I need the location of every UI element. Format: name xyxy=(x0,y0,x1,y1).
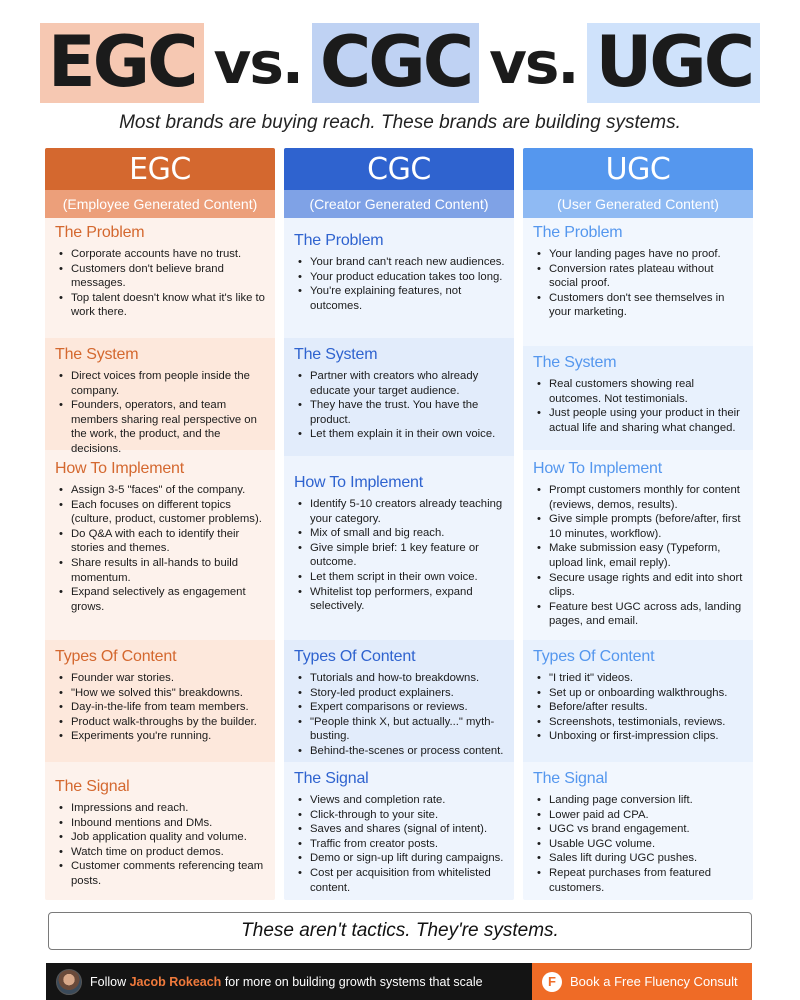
bullet-item: • UGC vs brand engagement. xyxy=(533,822,745,837)
cgc-column-header: CGC xyxy=(284,148,514,190)
bullet-item: • Secure usage rights and edit into short clips. xyxy=(533,571,745,600)
bullet-item: • Customers don't see themselves in your marketing. xyxy=(533,291,745,320)
ugc-column-subheader: (User Generated Content) xyxy=(523,190,753,218)
bullet-item: • Whitelist top performers, expand selectively. xyxy=(294,585,506,614)
title-ugc: UGC xyxy=(587,23,760,103)
bullet-item: • Your product education takes too long. xyxy=(294,270,506,285)
bullet-item: • Set up or onboarding walkthroughs. xyxy=(533,686,745,701)
cgc-section-implement xyxy=(284,474,514,614)
bullet-item: • Sales lift during UGC pushes. xyxy=(533,851,745,866)
bullet-item: • Corporate accounts have no trust. xyxy=(55,247,267,262)
bullet-list xyxy=(55,801,267,889)
title-egc: EGC xyxy=(40,23,204,103)
section-title: Types Of Content xyxy=(294,648,416,665)
section-title: The Signal xyxy=(55,778,130,795)
section-title: The Signal xyxy=(294,770,369,787)
bullet-list xyxy=(533,247,745,320)
bullet-item: • Customer comments referencing team posts. xyxy=(55,859,267,888)
bullet-item: • Prompt customers monthly for content (reviews, demos, results). xyxy=(533,483,745,512)
section-title: The Problem xyxy=(55,224,145,241)
follow-text xyxy=(90,975,483,989)
bullet-item: • Tutorials and how-to breakdowns. xyxy=(294,671,506,686)
egc-column-subheader: (Employee Generated Content) xyxy=(45,190,275,218)
bullet-item: • Saves and shares (signal of intent). xyxy=(294,822,506,837)
egc-section-implement xyxy=(45,460,275,614)
bullet-item: • Landing page conversion lift. xyxy=(533,793,745,808)
bullet-list xyxy=(55,671,267,744)
bullet-list xyxy=(55,483,267,614)
ugc-column-header: UGC xyxy=(523,148,753,190)
title-vs-2: vs. xyxy=(489,29,578,97)
bullet-item: • Usable UGC volume. xyxy=(533,837,745,852)
bullet-list xyxy=(294,497,506,614)
bullet-item: • Partner with creators who already educate your target audience. xyxy=(294,369,506,398)
section-title: The System xyxy=(294,346,378,363)
bullet-list xyxy=(55,247,267,320)
bullet-item: • Give simple prompts (before/after, first 10 minutes, workflow). xyxy=(533,512,745,541)
ugc-column xyxy=(523,148,753,900)
bullet-item: • They have the trust. You have the product. xyxy=(294,398,506,427)
bullet-item: • Assign 3-5 "faces" of the company. xyxy=(55,483,267,498)
bullet-item: • Founders, operators, and team members sharing real perspective on the work, the product, and the decisions. xyxy=(55,398,267,456)
bullet-item: • Top talent doesn't know what it's like to work there. xyxy=(55,291,267,320)
bullet-item: • Product walk-throughs by the builder. xyxy=(55,715,267,730)
bullet-item: • Each focuses on different topics (culture, product, customer problems). xyxy=(55,498,267,527)
bullet-item: • Repeat purchases from featured customers. xyxy=(533,866,745,895)
footer-quote: These aren't tactics. They're systems. xyxy=(48,912,752,950)
bullet-item: • Customers don't believe brand messages. xyxy=(55,262,267,291)
egc-section-types xyxy=(45,640,275,762)
bullet-item: • Cost per acquisition from whitelisted content. xyxy=(294,866,506,895)
follow-suffix: for more on building growth systems that scale xyxy=(224,974,483,989)
bullet-item: • Experiments you're running. xyxy=(55,729,267,744)
egc-column xyxy=(45,148,275,900)
bullet-item: • Expert comparisons or reviews. xyxy=(294,700,506,715)
section-title: The Signal xyxy=(533,770,608,787)
follow-name-link[interactable]: Jacob Rokeach xyxy=(129,974,222,989)
book-consult-button[interactable] xyxy=(532,963,752,1000)
bullet-item: • Real customers showing real outcomes. Not testimonials. xyxy=(533,377,745,406)
bullet-list xyxy=(533,483,745,629)
bullet-item: • Your landing pages have no proof. xyxy=(533,247,745,262)
ugc-section-types xyxy=(523,640,753,762)
bullet-item: • Do Q&A with each to identify their stories and themes. xyxy=(55,527,267,556)
bullet-item: • Before/after results. xyxy=(533,700,745,715)
bullet-list xyxy=(294,255,506,313)
section-title: How To Implement xyxy=(294,474,424,491)
ugc-section-system xyxy=(523,346,753,450)
bullet-item: • Let them explain it in their own voice. xyxy=(294,427,506,442)
bullet-item: • "People think X, but actually..." myth-busting. xyxy=(294,715,506,744)
bullet-item: • Mix of small and big reach. xyxy=(294,526,506,541)
egc-column-header: EGC xyxy=(45,148,275,190)
section-title: The System xyxy=(533,354,617,371)
bullet-item: • You're explaining features, not outcomes. xyxy=(294,284,506,313)
section-title: The System xyxy=(55,346,139,363)
cta-label: Book a Free Fluency Consult xyxy=(570,974,738,989)
bullet-item: • "How we solved this" breakdowns. xyxy=(55,686,267,701)
bullet-list xyxy=(55,369,267,457)
bullet-item: • Click-through to your site. xyxy=(294,808,506,823)
bullet-item: • Your brand can't reach new audiences. xyxy=(294,255,506,270)
bullet-list xyxy=(294,793,506,895)
bullet-list xyxy=(294,671,506,759)
bullet-item: • Direct voices from people inside the company. xyxy=(55,369,267,398)
bullet-item: • Watch time on product demos. xyxy=(55,845,267,860)
bullet-item: • Feature best UGC across ads, landing pages, and email. xyxy=(533,600,745,629)
egc-section-system xyxy=(45,338,275,455)
bullet-item: • Behind-the-scenes or process content. xyxy=(294,744,506,759)
section-title: The Problem xyxy=(294,232,384,249)
cgc-section-system xyxy=(284,338,514,456)
fluency-logo-icon: F xyxy=(542,972,562,992)
bullet-item: • Story-led product explainers. xyxy=(294,686,506,701)
bullet-item: • Expand selectively as engagement grows. xyxy=(55,585,267,614)
bullet-item: • Make submission easy (Typeform, upload link, email reply). xyxy=(533,541,745,570)
ugc-section-problem xyxy=(523,224,753,320)
bullet-item: • Day-in-the-life from team members. xyxy=(55,700,267,715)
avatar xyxy=(56,969,82,995)
bullet-item: • Job application quality and volume. xyxy=(55,830,267,845)
bullet-item: • Share results in all-hands to build momentum. xyxy=(55,556,267,585)
bullet-item: • Traffic from creator posts. xyxy=(294,837,506,852)
bullet-list xyxy=(294,369,506,442)
bullet-item: • Unboxing or first-impression clips. xyxy=(533,729,745,744)
section-title: Types Of Content xyxy=(55,648,177,665)
cgc-column xyxy=(284,148,514,900)
egc-section-signal xyxy=(45,778,275,889)
section-title: Types Of Content xyxy=(533,648,655,665)
section-title: How To Implement xyxy=(533,460,663,477)
bullet-item: • Founder war stories. xyxy=(55,671,267,686)
subtitle: Most brands are buying reach. These brands are building systems. xyxy=(119,112,681,133)
title-vs-1: vs. xyxy=(213,29,302,97)
cgc-section-problem xyxy=(284,232,514,313)
bullet-item: • Screenshots, testimonials, reviews. xyxy=(533,715,745,730)
bottom-bar xyxy=(46,963,752,1000)
section-title: The Problem xyxy=(533,224,623,241)
section-title: How To Implement xyxy=(55,460,185,477)
cgc-section-types xyxy=(284,640,514,762)
bullet-item: • Let them script in their own voice. xyxy=(294,570,506,585)
bullet-item: • "I tried it" videos. xyxy=(533,671,745,686)
bullet-item: • Conversion rates plateau without social proof. xyxy=(533,262,745,291)
egc-section-problem xyxy=(45,224,275,320)
bullet-item: • Give simple brief: 1 key feature or outcome. xyxy=(294,541,506,570)
follow-prefix: Follow xyxy=(90,974,127,989)
bullet-list xyxy=(533,793,745,895)
bullet-item: • Views and completion rate. xyxy=(294,793,506,808)
bullet-item: • Demo or sign-up lift during campaigns. xyxy=(294,851,506,866)
title-cgc: CGC xyxy=(312,23,479,103)
bullet-list xyxy=(533,671,745,744)
bullet-item: • Lower paid ad CPA. xyxy=(533,808,745,823)
ugc-section-implement xyxy=(523,460,753,629)
cgc-section-signal xyxy=(284,770,514,895)
bullet-item: • Identify 5-10 creators already teaching your category. xyxy=(294,497,506,526)
bullet-item: • Just people using your product in their actual life and sharing what changed. xyxy=(533,406,745,435)
cgc-column-subheader: (Creator Generated Content) xyxy=(284,190,514,218)
main-title xyxy=(0,21,800,103)
ugc-section-signal xyxy=(523,770,753,895)
bullet-list xyxy=(533,377,745,435)
bullet-item: • Inbound mentions and DMs. xyxy=(55,816,267,831)
bullet-item: • Impressions and reach. xyxy=(55,801,267,816)
